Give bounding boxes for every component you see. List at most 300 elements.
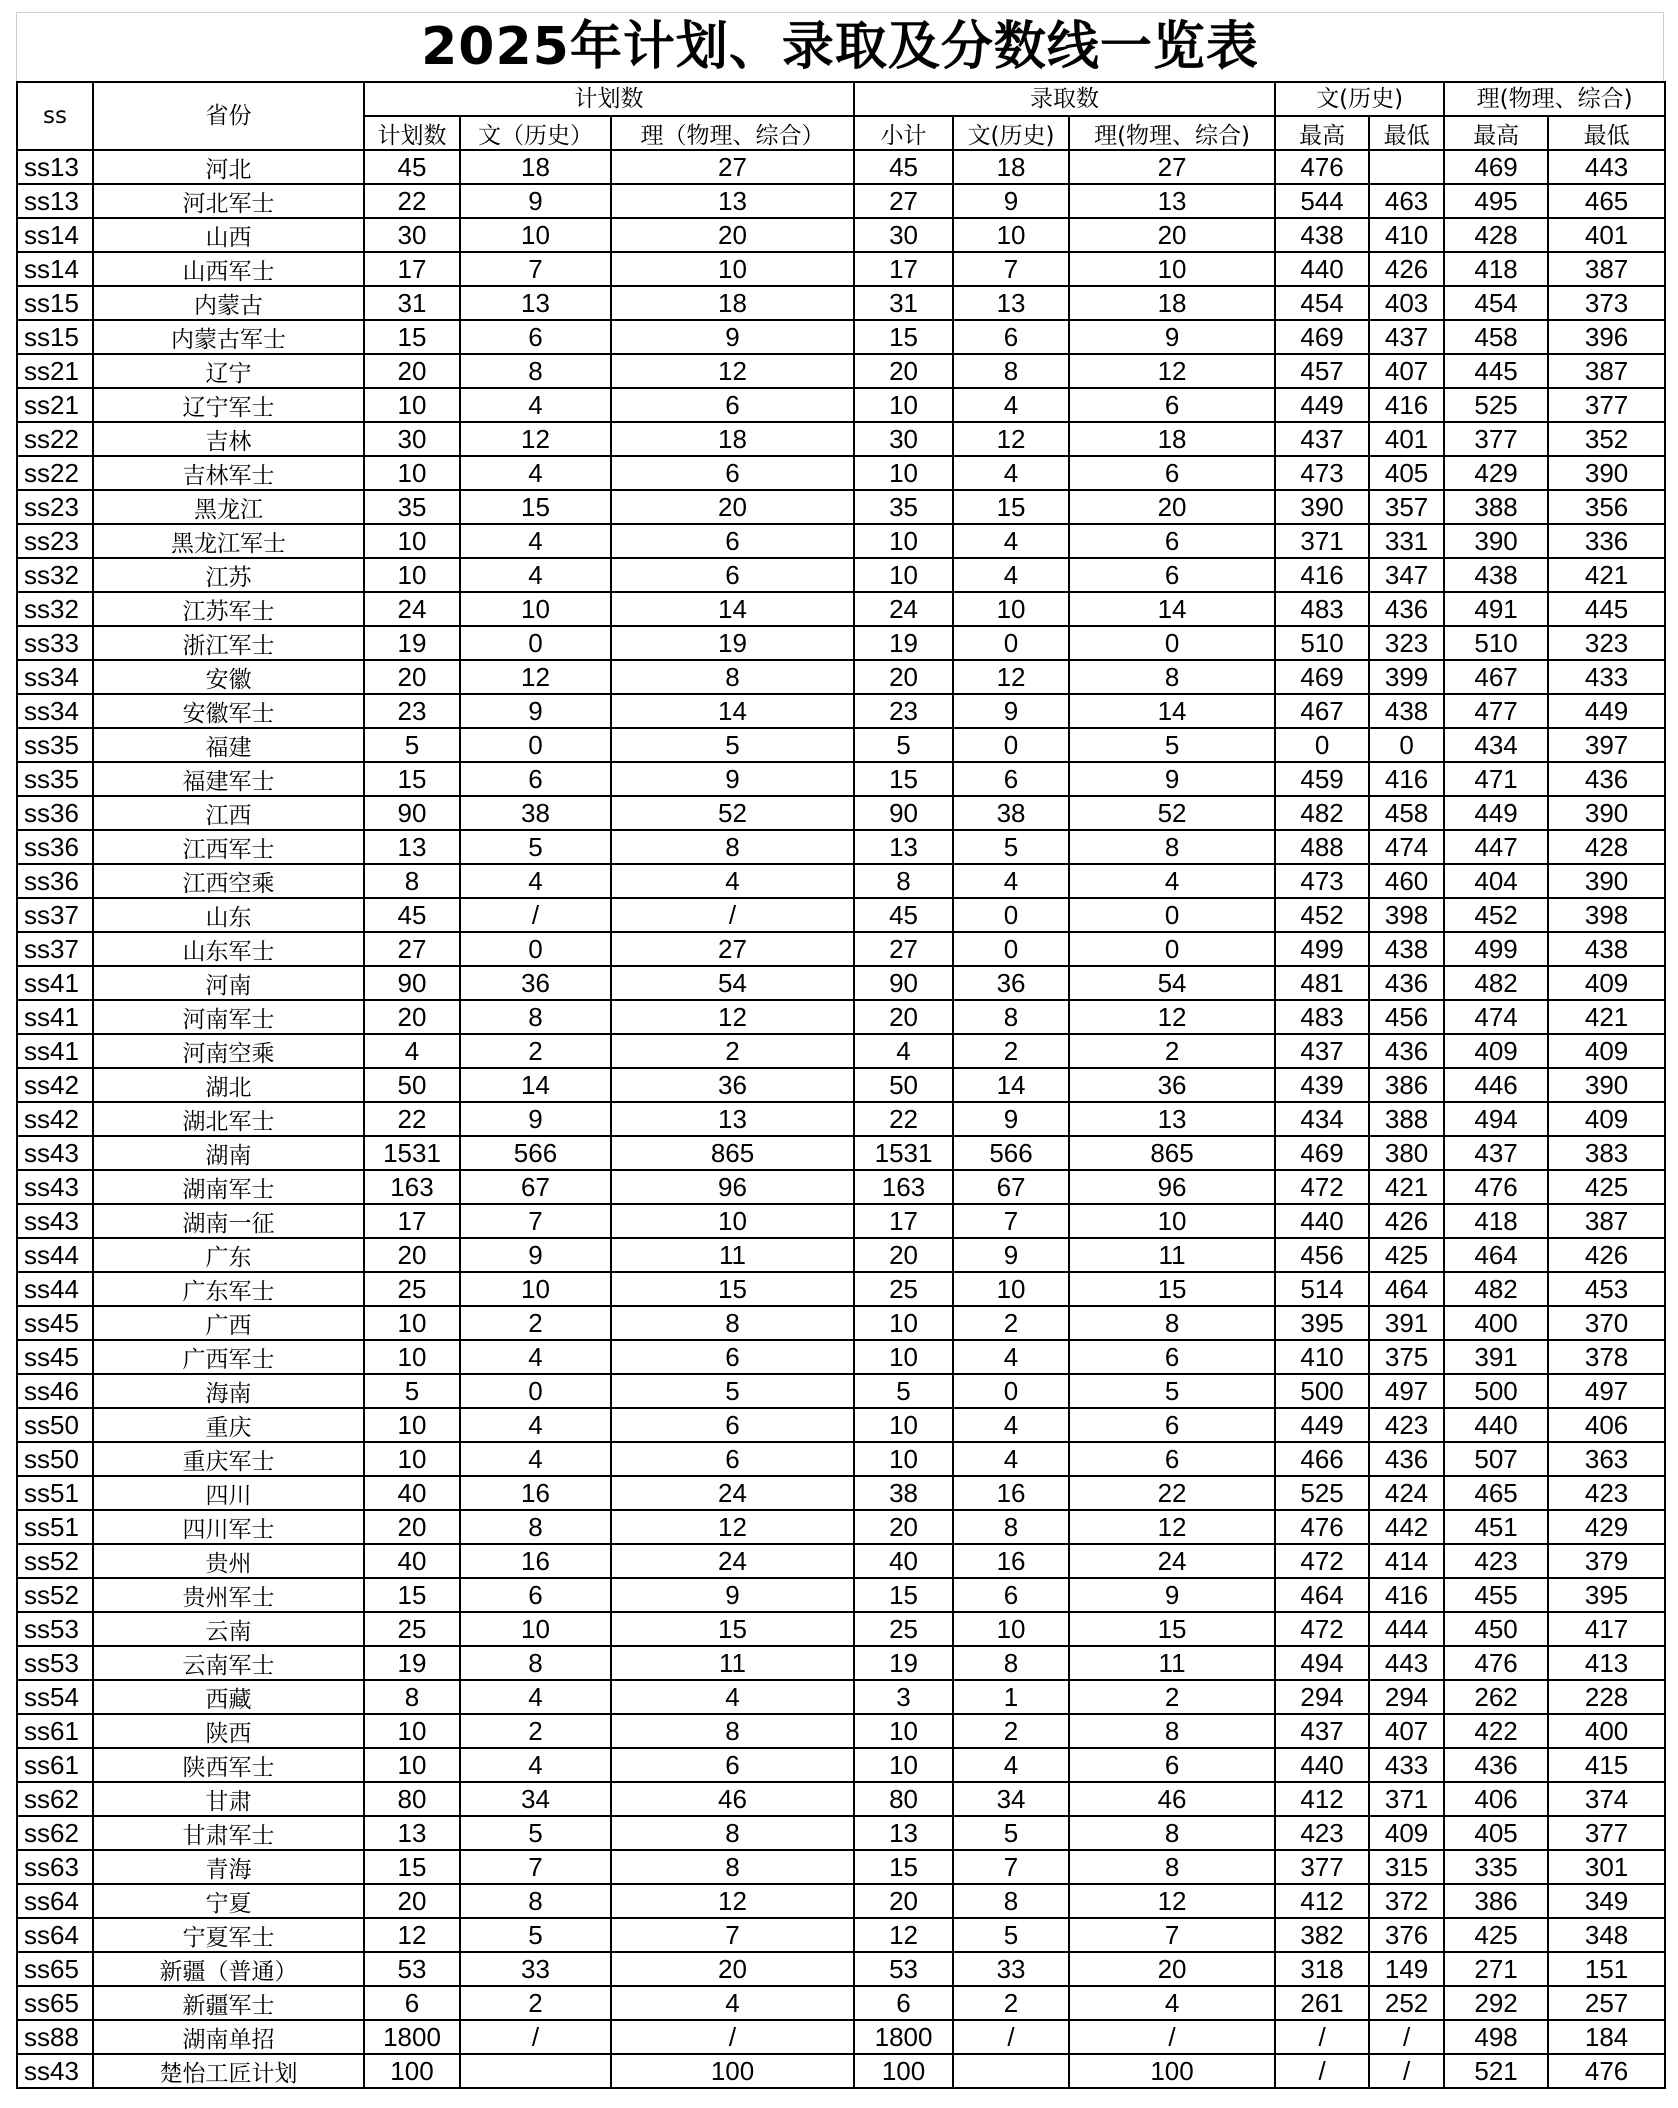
- cell-wen-min: 331: [1369, 524, 1444, 558]
- cell-plan-total: 163: [364, 1170, 460, 1204]
- cell-wen-max: 469: [1275, 320, 1369, 354]
- cell-admit-total: 10: [854, 1340, 953, 1374]
- cell-plan-wen: 5: [460, 1816, 611, 1850]
- cell-province: 新疆（普通）: [93, 1952, 364, 1986]
- cell-plan-wen: 67: [460, 1170, 611, 1204]
- cell-admit-wen: 0: [953, 626, 1069, 660]
- cell-plan-total: 10: [364, 1714, 460, 1748]
- cell-province: 云南: [93, 1612, 364, 1646]
- cell-wen-max: /: [1275, 2054, 1369, 2088]
- cell-admit-total: 20: [854, 1884, 953, 1918]
- cell-province: 内蒙古军士: [93, 320, 364, 354]
- cell-code: ss51: [17, 1510, 93, 1544]
- cell-plan-li: 8: [611, 1816, 854, 1850]
- cell-wen-max: 472: [1275, 1544, 1369, 1578]
- table-row: [17, 1136, 1665, 1170]
- table-row: [17, 320, 1665, 354]
- cell-wen-max: 438: [1275, 218, 1369, 252]
- cell-admit-total: 10: [854, 456, 953, 490]
- cell-li-max: 451: [1444, 1510, 1548, 1544]
- cell-admit-total: 38: [854, 1476, 953, 1510]
- cell-plan-wen: 8: [460, 1000, 611, 1034]
- cell-admit-wen: 18: [953, 150, 1069, 184]
- cell-wen-min: 438: [1369, 932, 1444, 966]
- cell-wen-min: /: [1369, 2020, 1444, 2054]
- cell-wen-min: 423: [1369, 1408, 1444, 1442]
- cell-li-min: 301: [1548, 1850, 1665, 1884]
- table-row: [17, 1884, 1665, 1918]
- cell-plan-wen: 0: [460, 1374, 611, 1408]
- cell-wen-min: 410: [1369, 218, 1444, 252]
- cell-wen-max: 469: [1275, 1136, 1369, 1170]
- cell-li-max: 377: [1444, 422, 1548, 456]
- cell-admit-li: 9: [1069, 1578, 1275, 1612]
- cell-plan-li: 20: [611, 1952, 854, 1986]
- cell-admit-total: 17: [854, 1204, 953, 1238]
- cell-plan-total: 13: [364, 830, 460, 864]
- cell-province: 重庆军士: [93, 1442, 364, 1476]
- cell-admit-wen: [953, 2054, 1069, 2088]
- cell-province: 福建军士: [93, 762, 364, 796]
- cell-li-min: 429: [1548, 1510, 1665, 1544]
- cell-province: 安徽军士: [93, 694, 364, 728]
- cell-admit-wen: 4: [953, 1408, 1069, 1442]
- cell-wen-min: 399: [1369, 660, 1444, 694]
- table-row: [17, 558, 1665, 592]
- cell-admit-wen: 15: [953, 490, 1069, 524]
- cell-admit-total: 19: [854, 1646, 953, 1680]
- cell-admit-wen: 4: [953, 388, 1069, 422]
- cell-code: ss43: [17, 2054, 93, 2088]
- cell-admit-li: 20: [1069, 490, 1275, 524]
- cell-wen-min: 403: [1369, 286, 1444, 320]
- cell-admit-total: 35: [854, 490, 953, 524]
- cell-plan-li: 46: [611, 1782, 854, 1816]
- cell-plan-li: 6: [611, 1340, 854, 1374]
- cell-li-min: 349: [1548, 1884, 1665, 1918]
- table-row: [17, 1306, 1665, 1340]
- cell-wen-min: 407: [1369, 354, 1444, 388]
- cell-plan-total: 20: [364, 1510, 460, 1544]
- cell-admit-wen: 33: [953, 1952, 1069, 1986]
- cell-admit-total: 22: [854, 1102, 953, 1136]
- cell-li-max: 465: [1444, 1476, 1548, 1510]
- cell-wen-max: 510: [1275, 626, 1369, 660]
- cell-wen-min: 0: [1369, 728, 1444, 762]
- cell-li-min: 352: [1548, 422, 1665, 456]
- cell-li-min: 184: [1548, 2020, 1665, 2054]
- cell-wen-min: 421: [1369, 1170, 1444, 1204]
- cell-code: ss23: [17, 524, 93, 558]
- cell-plan-total: 80: [364, 1782, 460, 1816]
- cell-plan-wen: 4: [460, 1442, 611, 1476]
- cell-plan-wen: 4: [460, 388, 611, 422]
- cell-wen-max: 0: [1275, 728, 1369, 762]
- cell-admit-wen: 2: [953, 1306, 1069, 1340]
- cell-li-max: 452: [1444, 898, 1548, 932]
- cell-plan-li: 5: [611, 1374, 854, 1408]
- cell-admit-total: 20: [854, 1238, 953, 1272]
- cell-admit-total: 10: [854, 558, 953, 592]
- cell-li-min: 423: [1548, 1476, 1665, 1510]
- header-code: ss: [17, 82, 93, 150]
- cell-code: ss36: [17, 796, 93, 830]
- table-row: [17, 524, 1665, 558]
- cell-admit-total: 40: [854, 1544, 953, 1578]
- cell-province: 四川军士: [93, 1510, 364, 1544]
- cell-admit-li: 18: [1069, 286, 1275, 320]
- cell-plan-total: 23: [364, 694, 460, 728]
- cell-code: ss65: [17, 1986, 93, 2020]
- table-row: [17, 1612, 1665, 1646]
- cell-province: 贵州: [93, 1544, 364, 1578]
- cell-wen-min: 458: [1369, 796, 1444, 830]
- header-plan-group: 计划数: [364, 82, 854, 116]
- cell-plan-li: 8: [611, 830, 854, 864]
- cell-plan-wen: 0: [460, 626, 611, 660]
- cell-li-max: 474: [1444, 1000, 1548, 1034]
- table-row: [17, 1578, 1665, 1612]
- admission-sheet: [16, 12, 1664, 2089]
- cell-province: 青海: [93, 1850, 364, 1884]
- cell-plan-wen: 6: [460, 762, 611, 796]
- cell-plan-li: 8: [611, 660, 854, 694]
- cell-plan-li: 52: [611, 796, 854, 830]
- cell-li-min: 397: [1548, 728, 1665, 762]
- cell-wen-min: 426: [1369, 252, 1444, 286]
- cell-plan-li: 5: [611, 728, 854, 762]
- cell-admit-wen: 7: [953, 1204, 1069, 1238]
- cell-plan-li: 13: [611, 1102, 854, 1136]
- cell-wen-max: 469: [1275, 660, 1369, 694]
- cell-plan-li: 100: [611, 2054, 854, 2088]
- cell-province: 黑龙江军士: [93, 524, 364, 558]
- cell-li-max: 498: [1444, 2020, 1548, 2054]
- cell-admit-wen: 4: [953, 1442, 1069, 1476]
- cell-admit-wen: 2: [953, 1034, 1069, 1068]
- cell-plan-total: 5: [364, 1374, 460, 1408]
- cell-plan-wen: 10: [460, 218, 611, 252]
- cell-admit-wen: 4: [953, 1748, 1069, 1782]
- cell-province: 辽宁: [93, 354, 364, 388]
- cell-admit-li: 6: [1069, 1442, 1275, 1476]
- cell-wen-min: 409: [1369, 1816, 1444, 1850]
- cell-code: ss13: [17, 184, 93, 218]
- cell-plan-li: 10: [611, 1204, 854, 1238]
- cell-province: 湖南军士: [93, 1170, 364, 1204]
- cell-province: 湖北军士: [93, 1102, 364, 1136]
- cell-plan-li: 9: [611, 1578, 854, 1612]
- cell-admit-total: 4: [854, 1034, 953, 1068]
- cell-admit-wen: 8: [953, 1510, 1069, 1544]
- cell-admit-total: 8: [854, 864, 953, 898]
- cell-wen-min: 416: [1369, 762, 1444, 796]
- cell-code: ss32: [17, 592, 93, 626]
- cell-admit-total: 30: [854, 422, 953, 456]
- cell-code: ss41: [17, 966, 93, 1000]
- cell-wen-min: 357: [1369, 490, 1444, 524]
- cell-wen-max: 482: [1275, 796, 1369, 830]
- cell-admit-wen: 9: [953, 184, 1069, 218]
- table-row: [17, 2020, 1665, 2054]
- cell-plan-li: 8: [611, 1306, 854, 1340]
- cell-code: ss36: [17, 864, 93, 898]
- cell-li-max: 429: [1444, 456, 1548, 490]
- table-row: [17, 1000, 1665, 1034]
- cell-admit-li: 9: [1069, 320, 1275, 354]
- table-row: [17, 422, 1665, 456]
- table-row: [17, 1680, 1665, 1714]
- cell-wen-max: 476: [1275, 150, 1369, 184]
- table-row: [17, 1442, 1665, 1476]
- cell-code: ss21: [17, 388, 93, 422]
- cell-admit-wen: 566: [953, 1136, 1069, 1170]
- cell-plan-total: 45: [364, 898, 460, 932]
- cell-wen-max: 488: [1275, 830, 1369, 864]
- table-row: [17, 1102, 1665, 1136]
- table-row: [17, 1748, 1665, 1782]
- cell-li-min: 356: [1548, 490, 1665, 524]
- cell-li-min: 151: [1548, 1952, 1665, 1986]
- cell-admit-total: 100: [854, 2054, 953, 2088]
- cell-admit-wen: 10: [953, 1612, 1069, 1646]
- cell-admit-li: 15: [1069, 1612, 1275, 1646]
- cell-admit-li: 12: [1069, 1884, 1275, 1918]
- cell-plan-total: 31: [364, 286, 460, 320]
- cell-admit-wen: 10: [953, 592, 1069, 626]
- cell-li-max: 422: [1444, 1714, 1548, 1748]
- cell-plan-li: /: [611, 898, 854, 932]
- cell-plan-total: 20: [364, 660, 460, 694]
- cell-province: 山东军士: [93, 932, 364, 966]
- cell-li-min: 390: [1548, 796, 1665, 830]
- cell-plan-wen: 4: [460, 456, 611, 490]
- cell-wen-max: 412: [1275, 1884, 1369, 1918]
- cell-li-max: 495: [1444, 184, 1548, 218]
- cell-wen-min: 252: [1369, 1986, 1444, 2020]
- cell-code: ss43: [17, 1170, 93, 1204]
- cell-admit-total: 10: [854, 1442, 953, 1476]
- cell-plan-total: 10: [364, 1748, 460, 1782]
- cell-plan-wen: 7: [460, 1204, 611, 1238]
- header-li-min: 最低: [1548, 116, 1665, 150]
- header-admit-group: 录取数: [854, 82, 1275, 116]
- header-wen-min: 最低: [1369, 116, 1444, 150]
- cell-code: ss50: [17, 1442, 93, 1476]
- cell-admit-wen: 6: [953, 1578, 1069, 1612]
- cell-wen-min: 407: [1369, 1714, 1444, 1748]
- cell-li-min: 406: [1548, 1408, 1665, 1442]
- cell-plan-li: 20: [611, 218, 854, 252]
- cell-code: ss45: [17, 1306, 93, 1340]
- cell-admit-total: 24: [854, 592, 953, 626]
- cell-admit-li: 8: [1069, 1850, 1275, 1884]
- cell-plan-li: 19: [611, 626, 854, 660]
- table-row: [17, 694, 1665, 728]
- cell-plan-li: 15: [611, 1272, 854, 1306]
- cell-plan-total: 90: [364, 796, 460, 830]
- cell-admit-total: 50: [854, 1068, 953, 1102]
- cell-admit-total: 10: [854, 1748, 953, 1782]
- cell-li-max: 440: [1444, 1408, 1548, 1442]
- cell-plan-li: 13: [611, 184, 854, 218]
- cell-li-max: 405: [1444, 1816, 1548, 1850]
- cell-li-max: 494: [1444, 1102, 1548, 1136]
- cell-li-max: 406: [1444, 1782, 1548, 1816]
- table-row: [17, 184, 1665, 218]
- cell-code: ss33: [17, 626, 93, 660]
- cell-plan-wen: 12: [460, 660, 611, 694]
- cell-plan-total: 25: [364, 1272, 460, 1306]
- table-row: [17, 2054, 1665, 2088]
- cell-li-min: 425: [1548, 1170, 1665, 1204]
- cell-code: ss44: [17, 1272, 93, 1306]
- cell-admit-li: 36: [1069, 1068, 1275, 1102]
- cell-province: 广西军士: [93, 1340, 364, 1374]
- cell-admit-wen: 34: [953, 1782, 1069, 1816]
- cell-li-min: 398: [1548, 898, 1665, 932]
- cell-wen-min: 424: [1369, 1476, 1444, 1510]
- cell-plan-li: 12: [611, 1510, 854, 1544]
- cell-li-max: 390: [1444, 524, 1548, 558]
- cell-plan-total: 22: [364, 184, 460, 218]
- cell-wen-max: 410: [1275, 1340, 1369, 1374]
- cell-admit-wen: 36: [953, 966, 1069, 1000]
- cell-plan-total: 19: [364, 1646, 460, 1680]
- cell-wen-max: 294: [1275, 1680, 1369, 1714]
- cell-plan-total: 20: [364, 1238, 460, 1272]
- cell-li-max: 388: [1444, 490, 1548, 524]
- header-plan-li: 理（物理、综合）: [611, 116, 854, 150]
- cell-li-min: 421: [1548, 1000, 1665, 1034]
- cell-plan-total: 100: [364, 2054, 460, 2088]
- cell-plan-wen: 6: [460, 320, 611, 354]
- table-row: [17, 1544, 1665, 1578]
- cell-li-max: 386: [1444, 1884, 1548, 1918]
- cell-wen-max: 434: [1275, 1102, 1369, 1136]
- cell-plan-wen: 4: [460, 1680, 611, 1714]
- cell-li-min: 400: [1548, 1714, 1665, 1748]
- cell-plan-wen: 9: [460, 1102, 611, 1136]
- cell-admit-li: 2: [1069, 1680, 1275, 1714]
- cell-admit-wen: 0: [953, 932, 1069, 966]
- cell-li-min: 438: [1548, 932, 1665, 966]
- cell-province: 广西: [93, 1306, 364, 1340]
- cell-plan-wen: 2: [460, 1986, 611, 2020]
- cell-province: 河北军士: [93, 184, 364, 218]
- cell-li-max: 458: [1444, 320, 1548, 354]
- cell-province: 贵州军士: [93, 1578, 364, 1612]
- cell-admit-total: 10: [854, 388, 953, 422]
- cell-plan-li: 18: [611, 422, 854, 456]
- table-row: [17, 898, 1665, 932]
- cell-code: ss52: [17, 1578, 93, 1612]
- cell-wen-max: 390: [1275, 490, 1369, 524]
- cell-wen-max: 500: [1275, 1374, 1369, 1408]
- cell-admit-li: 13: [1069, 1102, 1275, 1136]
- cell-plan-total: 17: [364, 252, 460, 286]
- cell-li-min: 336: [1548, 524, 1665, 558]
- cell-plan-wen: [460, 2054, 611, 2088]
- cell-plan-li: 20: [611, 490, 854, 524]
- cell-wen-min: 386: [1369, 1068, 1444, 1102]
- cell-wen-min: 414: [1369, 1544, 1444, 1578]
- cell-plan-li: 6: [611, 524, 854, 558]
- cell-plan-wen: 13: [460, 286, 611, 320]
- cell-wen-max: 437: [1275, 422, 1369, 456]
- cell-admit-total: 10: [854, 1408, 953, 1442]
- cell-plan-total: 90: [364, 966, 460, 1000]
- cell-code: ss43: [17, 1136, 93, 1170]
- header-wen-score-group: 文(历史): [1275, 82, 1444, 116]
- cell-admit-li: 18: [1069, 422, 1275, 456]
- cell-li-max: 445: [1444, 354, 1548, 388]
- cell-code: ss15: [17, 320, 93, 354]
- cell-li-max: 477: [1444, 694, 1548, 728]
- cell-plan-total: 10: [364, 456, 460, 490]
- cell-plan-wen: 18: [460, 150, 611, 184]
- cell-plan-total: 35: [364, 490, 460, 524]
- cell-admit-total: 90: [854, 796, 953, 830]
- header-plan-wen: 文（历史）: [460, 116, 611, 150]
- cell-plan-wen: 2: [460, 1714, 611, 1748]
- cell-admit-total: 12: [854, 1918, 953, 1952]
- cell-plan-total: 30: [364, 218, 460, 252]
- table-row: [17, 1034, 1665, 1068]
- cell-plan-li: 7: [611, 1918, 854, 1952]
- cell-plan-total: 22: [364, 1102, 460, 1136]
- cell-li-min: 373: [1548, 286, 1665, 320]
- cell-admit-wen: 12: [953, 660, 1069, 694]
- cell-li-max: 455: [1444, 1578, 1548, 1612]
- cell-admit-li: 10: [1069, 252, 1275, 286]
- cell-plan-wen: /: [460, 2020, 611, 2054]
- cell-admit-li: 8: [1069, 1816, 1275, 1850]
- cell-admit-li: 22: [1069, 1476, 1275, 1510]
- cell-wen-min: 444: [1369, 1612, 1444, 1646]
- table-row: [17, 490, 1665, 524]
- cell-code: ss14: [17, 252, 93, 286]
- cell-wen-max: 395: [1275, 1306, 1369, 1340]
- cell-li-max: 423: [1444, 1544, 1548, 1578]
- table-row: [17, 830, 1665, 864]
- cell-plan-li: 12: [611, 354, 854, 388]
- cell-admit-total: 23: [854, 694, 953, 728]
- cell-wen-min: 497: [1369, 1374, 1444, 1408]
- cell-admit-li: /: [1069, 2020, 1275, 2054]
- cell-admit-li: 9: [1069, 762, 1275, 796]
- cell-li-min: 436: [1548, 762, 1665, 796]
- cell-admit-li: 6: [1069, 558, 1275, 592]
- cell-admit-wen: 0: [953, 1374, 1069, 1408]
- cell-li-max: 428: [1444, 218, 1548, 252]
- cell-province: 内蒙古: [93, 286, 364, 320]
- cell-admit-li: 12: [1069, 354, 1275, 388]
- cell-plan-li: 11: [611, 1646, 854, 1680]
- cell-province: 河南: [93, 966, 364, 1000]
- cell-li-max: 467: [1444, 660, 1548, 694]
- cell-li-max: 510: [1444, 626, 1548, 660]
- cell-plan-li: 6: [611, 1408, 854, 1442]
- header-li-score-group: 理(物理、综合): [1444, 82, 1665, 116]
- cell-admit-wen: 2: [953, 1986, 1069, 2020]
- cell-plan-wen: 14: [460, 1068, 611, 1102]
- cell-plan-li: 4: [611, 1986, 854, 2020]
- cell-li-min: 370: [1548, 1306, 1665, 1340]
- cell-admit-li: 0: [1069, 932, 1275, 966]
- cell-code: ss21: [17, 354, 93, 388]
- cell-plan-total: 20: [364, 1000, 460, 1034]
